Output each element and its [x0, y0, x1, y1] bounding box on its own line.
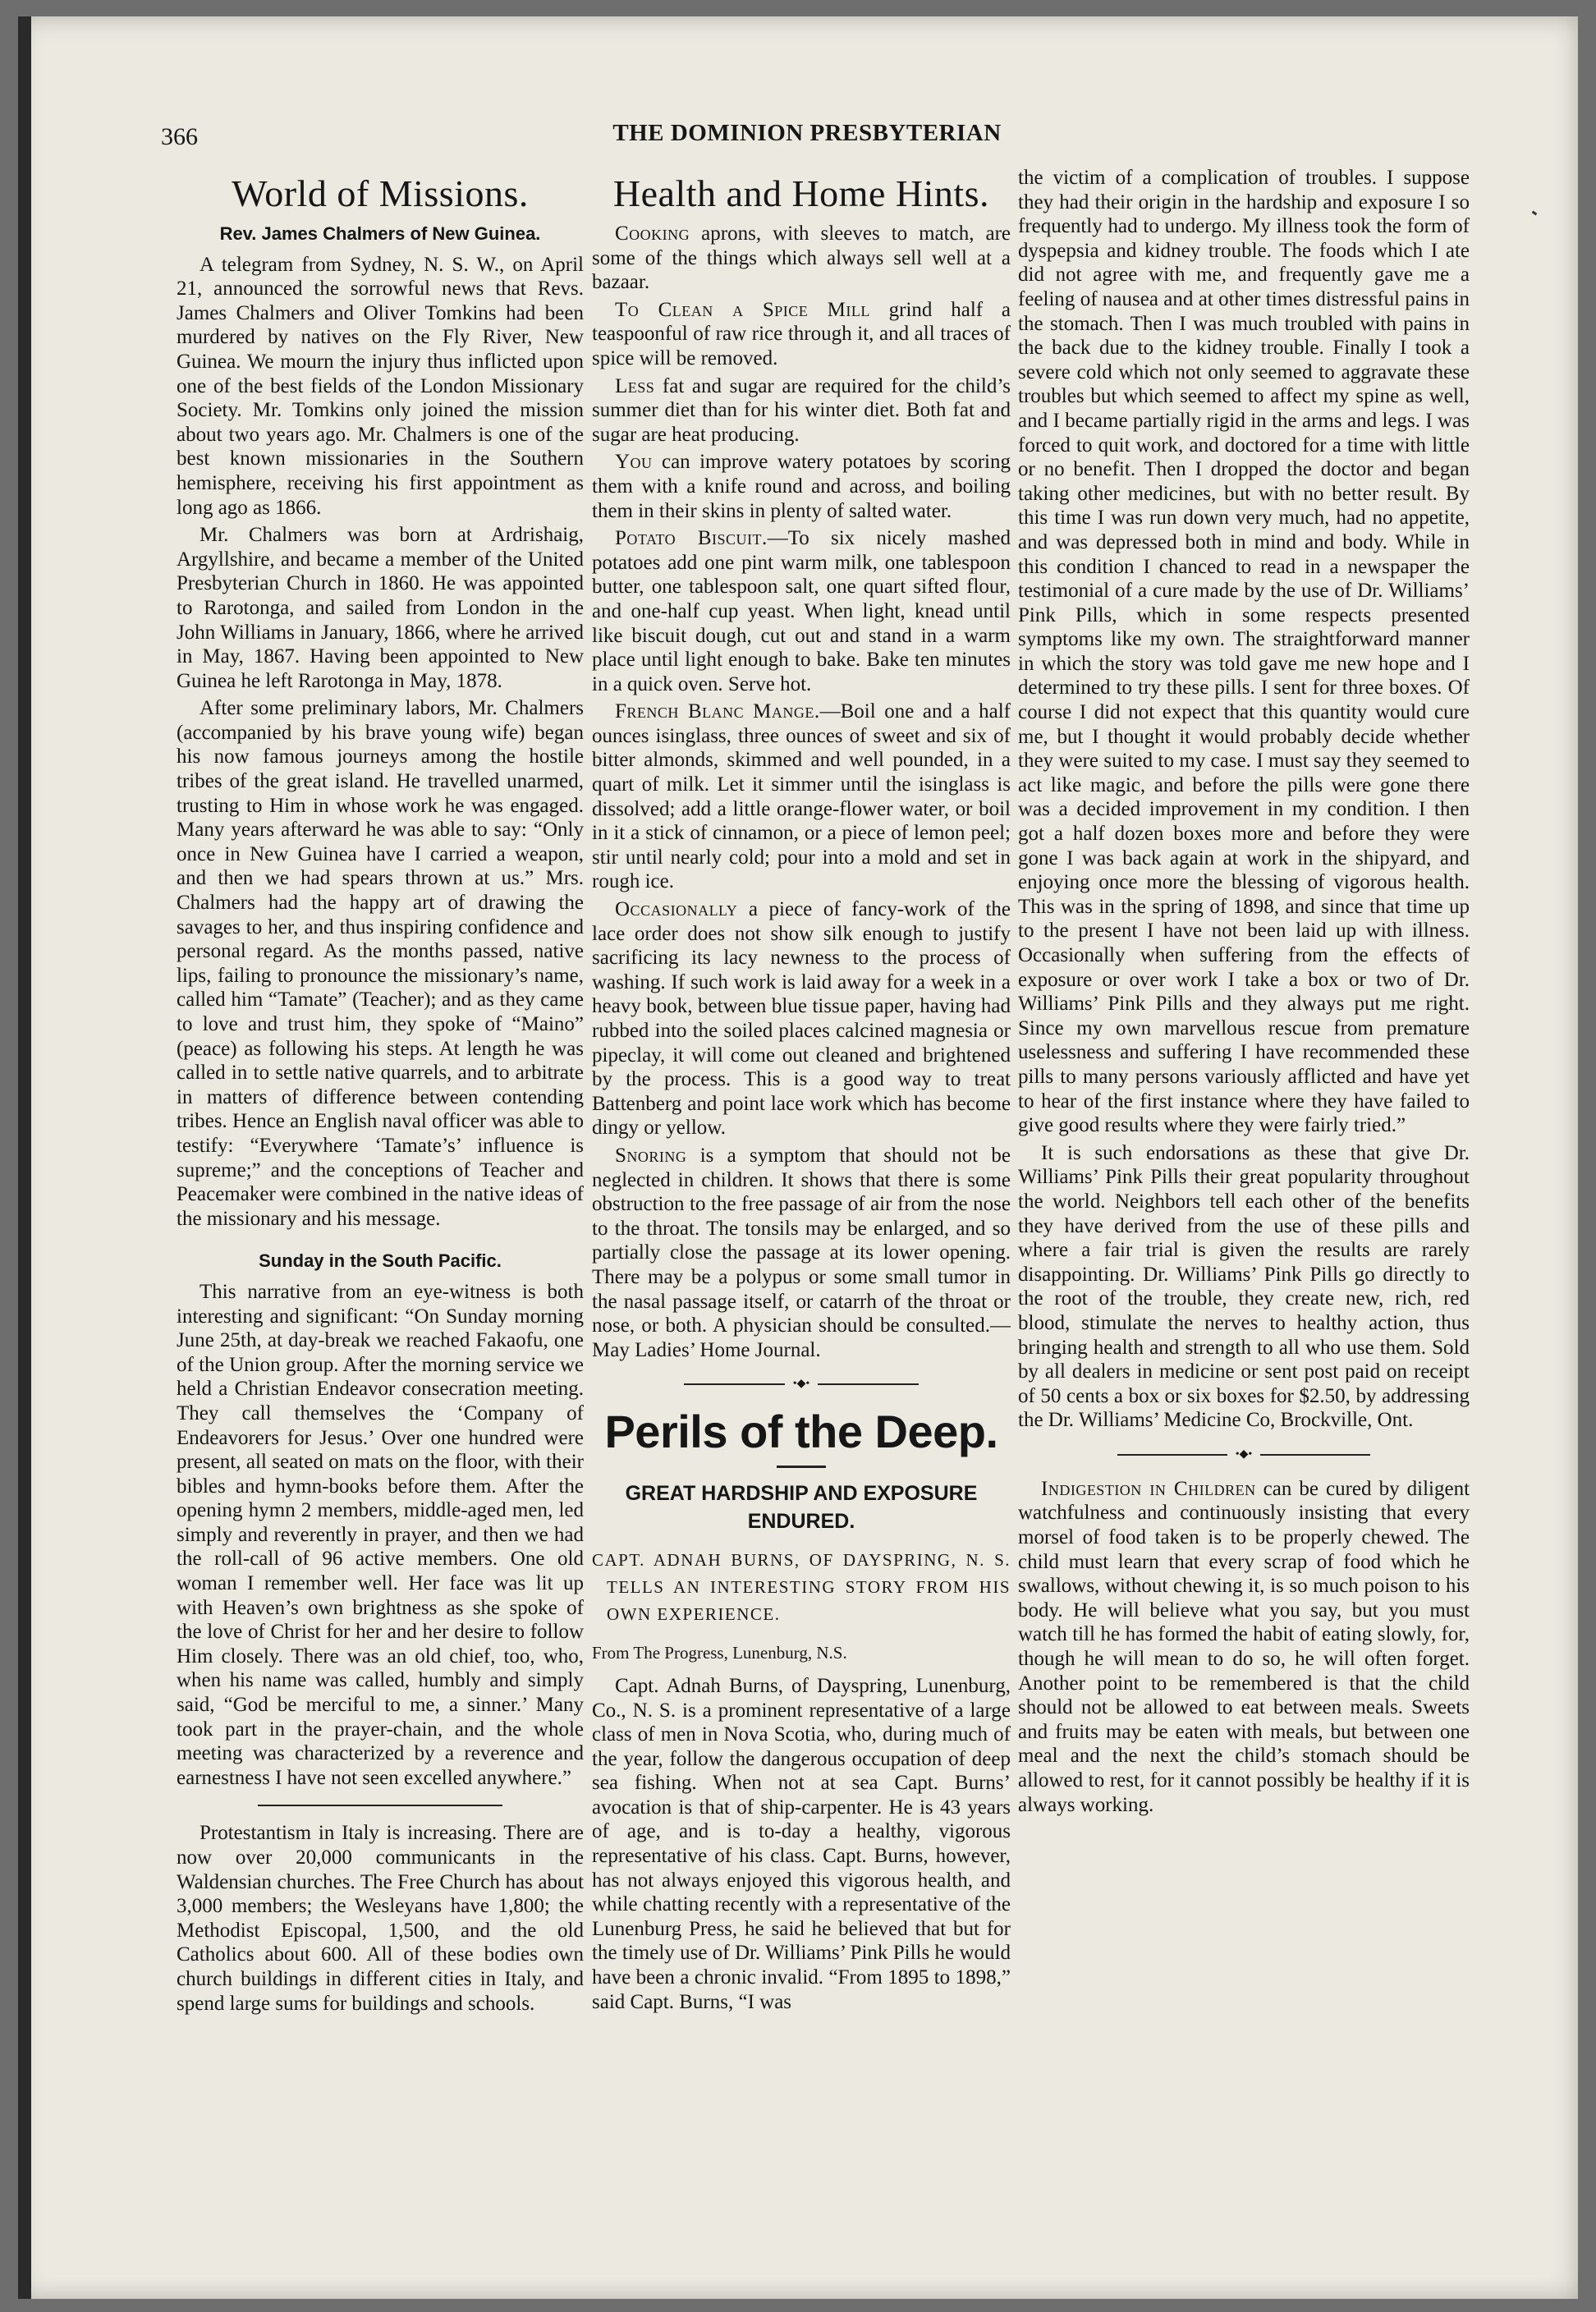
article-paragraph: This narrative from an eye-witness is both interesting and significant: “On Sunday morning June 25th, at day-break we reached Fakaofu, one of the Union group. After the morning service we held a Christian Endeavor consecration meeting. They call themselves the ‘Company of Endeavorers for Jesus.’ Over one hundred were present, all seated on mats on the floor, with their bibles and hymn-books before them. After the opening hymn 2 members, middle-aged men, led simply and reverently in prayer, and then we had the roll-call of 96 active members. One old woman I remember well. Her face was lit up with Heaven’s own brightness as she spoke of the love of Christ for her and her desire to follow Him closely. There was an old chief, too, who, when his name was called, humbly and simply said, “God be merciful to me, a sinner.’ Many took part in the prayer-chain, and the whole meeting was characterized by a reverence and earnestness I have not seen excelled anywhere.” [177, 1280, 584, 1789]
health-home-title: Health and Home Hints. [612, 172, 990, 214]
ornament-glyph: •◆• [1227, 1449, 1260, 1461]
column-3 [1018, 166, 1470, 2177]
ornament-glyph: •◆• [785, 1378, 818, 1390]
hint-text: fat and sugar are required for the child’s summer diet than for his winter diet. Both fat and sugar are heat producing. [592, 374, 1011, 446]
hint-text: —To six nicely mashed potatoes add one pint warm milk, one tablespoon butter, one tablespoon salt, one quart sifted flour, and one-half cup yeast. When light, knead until like biscuit dough, cut out and stand in a warm place until light enough to bake. Bake ten minutes in a quick oven. Serve hot. [592, 527, 1011, 695]
page-number: 366 [161, 123, 198, 150]
hint-lead: Cooking [615, 222, 690, 245]
hint-paragraph [592, 298, 1011, 371]
perils-subtitle: GREAT HARDSHIP AND EXPOSURE ENDURED. [625, 1482, 978, 1534]
scan-edge [18, 16, 31, 2299]
article-paragraph: Protestantism in Italy is increasing. There are now over 20,000 communicants in the Waldensian churches. The Free Church has about 3,000 members; the Wesleyans have 1,800; the Methodist Episcopal, 1,500, and the old Catholics about 600. All of these bodies own church buildings in different cities in Italy, and spend large sums for buildings and schools. [177, 1822, 584, 2015]
indigestion-lead: Indigestion in Children [1041, 1477, 1256, 1500]
source-credit: From The Progress, Lunenburg, N.S. [592, 1643, 847, 1663]
indigestion-text: can be cured by diligent watchfulness and continuously insisting that every morsel of food taken is to be properly chewed. The child must learn that every scrap of food which he swallows, without chewing it, is so much poison to his body. He will believe what you say, but you must watch till he has formed the habit of eating slowly, for, though he will mean to do so, he will often forget. Another point to be remembered is that the child should not be allowed to eat between meals. Sweets and fruits may be eaten with meals, but between one meal and the next the child’s stomach should be allowed to rest, for it cannot possibly be healthy if it is always working. [1018, 1477, 1470, 1816]
world-of-missions-title: World of Missions. [232, 172, 529, 214]
section-divider [258, 1805, 502, 1806]
hint-paragraph [592, 897, 1011, 1140]
hint-text: aprons, with sleeves to match, are some of the things which always sell well at a bazaar. [592, 222, 1011, 294]
article-paragraph: A telegram from Sydney, N. S. W., on April 21, announced the sorrowful news that Revs. James Chalmers and Oliver Tomkins had been murdered by natives on the Fly River, New Guinea. We mourn the injury thus inflicted upon one of the best fields of the London Missionary Society. Mr. Tomkins only joined the mission about two years ago. Mr. Chalmers is one of the best known missionaries in the Southern hemisphere, receiving his first appointment as long ago as 1866. [177, 253, 584, 519]
indigestion-paragraph [1018, 1477, 1470, 1817]
hint-lead: To Clean a Spice Mill [615, 298, 870, 321]
article-paragraph: After some preliminary labors, Mr. Chalmers (accompanied by his brave young wife) began his now famous journeys among the hostile tribes of the great island. He travelled unarmed, trusting to Him in whose work he was engaged. Many years afterward he was able to say: “Only once in New Guinea have I carried a weapon, and then we had spears thrown at us.” Mrs. Chalmers had the happy art of drawing the savages to her, and thus inspiring confidence and personal regard. As the months passed, native lips, failing to pronounce the missionary’s name, called him “Tamate” (Teacher); and as they came to love and trust him, they spoke of “Maino” (peace) as following his steps. At length he was called in to settle native quarrels, and to arbitrate in matters of difference between contending tribes. Hence an English naval officer was able to testify: “Everywhere ‘Tamate’s’ influence is supreme;” and the conceptions of Teacher and Peacemaker were combined in the native ideas of the missionary and his message. [177, 697, 584, 1230]
hint-paragraph [592, 374, 1011, 447]
column-1 [177, 161, 584, 2164]
chalmers-heading: Rev. James Chalmers of New Guinea. [219, 223, 541, 244]
running-head: THE DOMINION PRESBYTERIAN [612, 120, 1002, 146]
hint-lead: French Blanc Mange. [615, 700, 820, 723]
ornament-divider [684, 1375, 919, 1393]
article-paragraph: Capt. Adnah Burns, of Dayspring, Lunenburg, Co., N. S. is a prominent representative of a large class of men in Nova Scotia, who, during much of the year, follow the dangerous occupation of deep sea fishing. When not at sea Capt. Burns’ avocation is that of ship-carpenter. He is 43 years of age, and is to-day a healthy, vigorous representative of his class. Capt. Burns, however, has not always enjoyed this vigorous health, and while chatting recently with a representative of the Lunenburg Press, he said he believed that but for the timely use of Dr. Williams’ Pink Pills he would have been a chronic invalid. “From 1895 to 1898,” said Capt. Burns, “I was [592, 1674, 1011, 2013]
hint-text: is a symptom that should not be neglected in children. It shows that there is some obstruction to the free passage of air from the nose to the throat. The tonsils may be enlarged, and so partially close the passage at its lower opening. There may be a polypus or some small tumor in the nasal passage itself, or catarrh of the throat or nose, or both. A physician should be consulted.—May Ladies’ Home Journal. [592, 1144, 1011, 1361]
perils-title: Perils of the Deep. [604, 1406, 998, 1458]
hint-paragraph [592, 222, 1011, 295]
hint-text: a piece of fancy-work of the lace order does not show silk enough to justify sacrificing its lacy newness to the process of washing. If such work is laid away for a week in a heavy book, between blue tissue paper, having had rubbed into the soiled places calcined magnesia or pipeclay, it will come out cleaned and brightened by the process. This is a good way to treat Battenberg and point lace work which has become dingy or yellow. [592, 898, 1011, 1140]
title-underline [777, 1466, 826, 1468]
hint-lead: Potato Biscuit. [615, 527, 768, 550]
hint-lead: You [615, 451, 653, 474]
hint-lead: Occasionally [615, 898, 738, 921]
hint-paragraph [592, 450, 1011, 523]
column-2 [592, 161, 1011, 2164]
hint-lead: Less [615, 374, 655, 397]
article-paragraph: Mr. Chalmers was born at Ardrishaig, Argyllshire, and became a member of the United Presbyterian Church in 1860. He was appointed to Rarotonga, and sailed from London in the John Williams in January, 1866, where he arrived in May, 1867. Having been appointed to New Guinea he left Rarotonga in May, 1878. [177, 524, 584, 692]
hint-paragraph [592, 526, 1011, 696]
article-paragraph: the victim of a complication of troubles. I suppose they had their origin in the hardship and exposure I so frequently had to undergo. My illness took the form of dyspepsia and kidney trouble. The foods which I ate did not agree with me, and frequently gave me a feeling of nausea and at other times distressful pains in the stomach. Then I was much troubled with pains in the back due to the kidney trouble. Finally I took a severe cold which not only seemed to aggravate these troubles but which seemed to affect my spine as well, and I became partially rigid in the arms and legs. I was forced to quit work, and doctored for a time with little or no benefit. Then I dropped the doctor and began taking other medicines, but with no better result. By this time I was run down very much, had no appetite, and was depressed both in mind and body. While in this condition I chanced to read in a newspaper the testimonial of a cure made by the use of Dr. Williams’ Pink Pills, which in some respects presented symptoms like my own. The straightforward manner in which the story was told gave me new hope and I determined to try these pills. I sent for three boxes. Of course I did not expect that this quantity would cure me, but I thought it would probably decide whether they were suited to my case. I must say they seemed to act like magic, and before the pills were gone there was a decided improvement in my condition. I then got a half dozen boxes more and before they were gone I was back again at work in the shipyard, and enjoying once more the blessing of vigorous health. This was in the spring of 1898, and since that time up to the present I have not been laid up with illness. Occasionally when suffering from the effects of exposure or over work I take a box or two of Dr. Williams’ Pink Pills and they always put me right. Since my own marvellous rescue from premature uselessness and suffering I have recommended these pills to many persons variously afflicted and have yet to hear of the first instance where they have failed to give good results where they were fairly tried.” [1018, 167, 1470, 1137]
hint-text: grind half a teaspoonful of raw rice through it, and all traces of spice will be removed. [592, 298, 1011, 369]
perils-lead: CAPT. ADNAH BURNS, OF DAYSPRING, N. S. TELLS AN INTERESTING STORY FROM HIS OWN EXPERIENCE. [592, 1550, 1011, 1625]
ornament-divider [1117, 1446, 1370, 1464]
sunday-heading: Sunday in the South Pacific. [259, 1250, 502, 1272]
hint-paragraph [592, 700, 1011, 894]
article-paragraph: It is such endorsations as these that give Dr. Williams’ Pink Pills their great popularity throughout the world. Neighbors tell each other of the benefits they have derived from the use of these pills and where a fair trial is given the results are rarely disappointing. Dr. Williams’ Pink Pills go directly to the root of the trouble, they create new, rich, red blood, stimulate the nerves to healthy action, thus bringing health and strength to all who use them. Sold by all dealers in medicine or sent post paid on receipt of 50 cents a box or six boxes for $2.50, by addressing the Dr. Williams’ Medicine Co, Brockville, Ont. [1018, 1141, 1470, 1432]
hint-paragraph [592, 1144, 1011, 1362]
hint-text: —Boil one and a half ounces isinglass, three ounces of sweet and six of bitter almonds, skimmed and well pounded, in a quart of milk. Let it simmer until the isinglass is dissolved; add a little orange-flower water, or boil in it a stick of cinnamon, or a piece of lemon peel; stir until nearly cold; pour into a mold and set in rough ice. [592, 700, 1011, 893]
hint-text: can improve watery potatoes by scoring them with a knife round and across, and boiling them in their skins in plenty of salted water. [592, 451, 1011, 522]
hint-lead: Snoring [615, 1144, 687, 1167]
